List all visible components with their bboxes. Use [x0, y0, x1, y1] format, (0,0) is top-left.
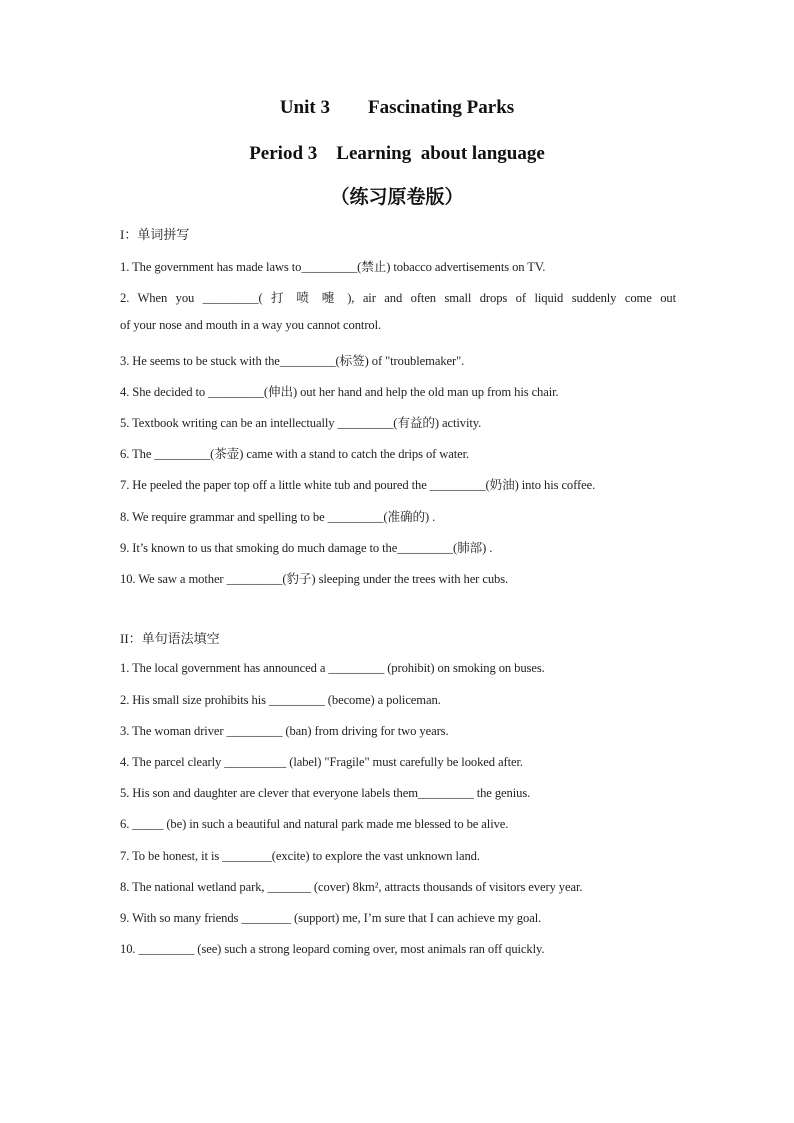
- section-heading-grammar: II：单句语法填空: [120, 631, 220, 646]
- grammar-item-8: 8. The national wetland park, _______ (cover) 8km², attracts thousands of visitors every year.: [120, 880, 583, 894]
- grammar-item-6: 6. _____ (be) in such a beautiful and natural park made me blessed to be alive.: [120, 817, 509, 831]
- period-title: Period 3 Learning about language: [249, 143, 545, 164]
- grammar-item-7: 7. To be honest, it is ________(excite) to explore the vast unknown land.: [120, 849, 480, 863]
- spelling-item-3: 3. He seems to be stuck with the_________(标签) of "troublemaker".: [120, 354, 465, 368]
- grammar-item-4: 4. The parcel clearly __________ (label) "Fragile" must carefully be looked after.: [120, 755, 523, 769]
- spelling-item-8: 8. We require grammar and spelling to be _________(准确的) .: [120, 510, 436, 524]
- spelling-item-2-continued: of your nose and mouth in a way you cannot control.: [120, 318, 382, 332]
- spelling-item-10: 10. We saw a mother _________(豹子) sleeping under the trees with her cubs.: [120, 572, 509, 586]
- grammar-item-5: 5. His son and daughter are clever that everyone labels them_________ the genius.: [120, 786, 531, 800]
- spelling-item-4: 4. She decided to _________(伸出) out her hand and help the old man up from his chair.: [120, 385, 559, 399]
- spelling-item-6: 6. The _________(茶壶) came with a stand to catch the drips of water.: [120, 447, 470, 461]
- spelling-item-5: 5. Textbook writing can be an intellectually _________(有益的) activity.: [120, 416, 482, 430]
- grammar-item-1: 1. The local government has announced a _________ (prohibit) on smoking on buses.: [120, 661, 545, 675]
- spelling-item-7: 7. He peeled the paper top off a little white tub and poured the _________(奶油) into his coffee.: [120, 478, 596, 492]
- grammar-item-3: 3. The woman driver _________ (ban) from driving for two years.: [120, 724, 449, 738]
- section-heading-spelling: I：单词拼写: [120, 227, 190, 242]
- grammar-item-2: 2. His small size prohibits his _________ (become) a policeman.: [120, 693, 441, 707]
- version-subtitle: （练习原卷版）: [330, 187, 464, 208]
- spelling-item-9: 9. It’s known to us that smoking do much damage to the_________(肺部) .: [120, 541, 493, 555]
- spelling-item-2: 2. When you _________( 打 喷 嚏 ), air and often small drops of liquid suddenly come out: [120, 291, 676, 305]
- spelling-item-1: 1. The government has made laws to_________(禁止) tobacco advertisements on TV.: [120, 260, 546, 274]
- grammar-item-10: 10. _________ (see) such a strong leopard coming over, most animals ran off quickly.: [120, 942, 545, 956]
- grammar-item-9: 9. With so many friends ________ (support) me, I’m sure that I can achieve my goal.: [120, 911, 542, 925]
- unit-title: Unit 3 Fascinating Parks: [279, 97, 515, 118]
